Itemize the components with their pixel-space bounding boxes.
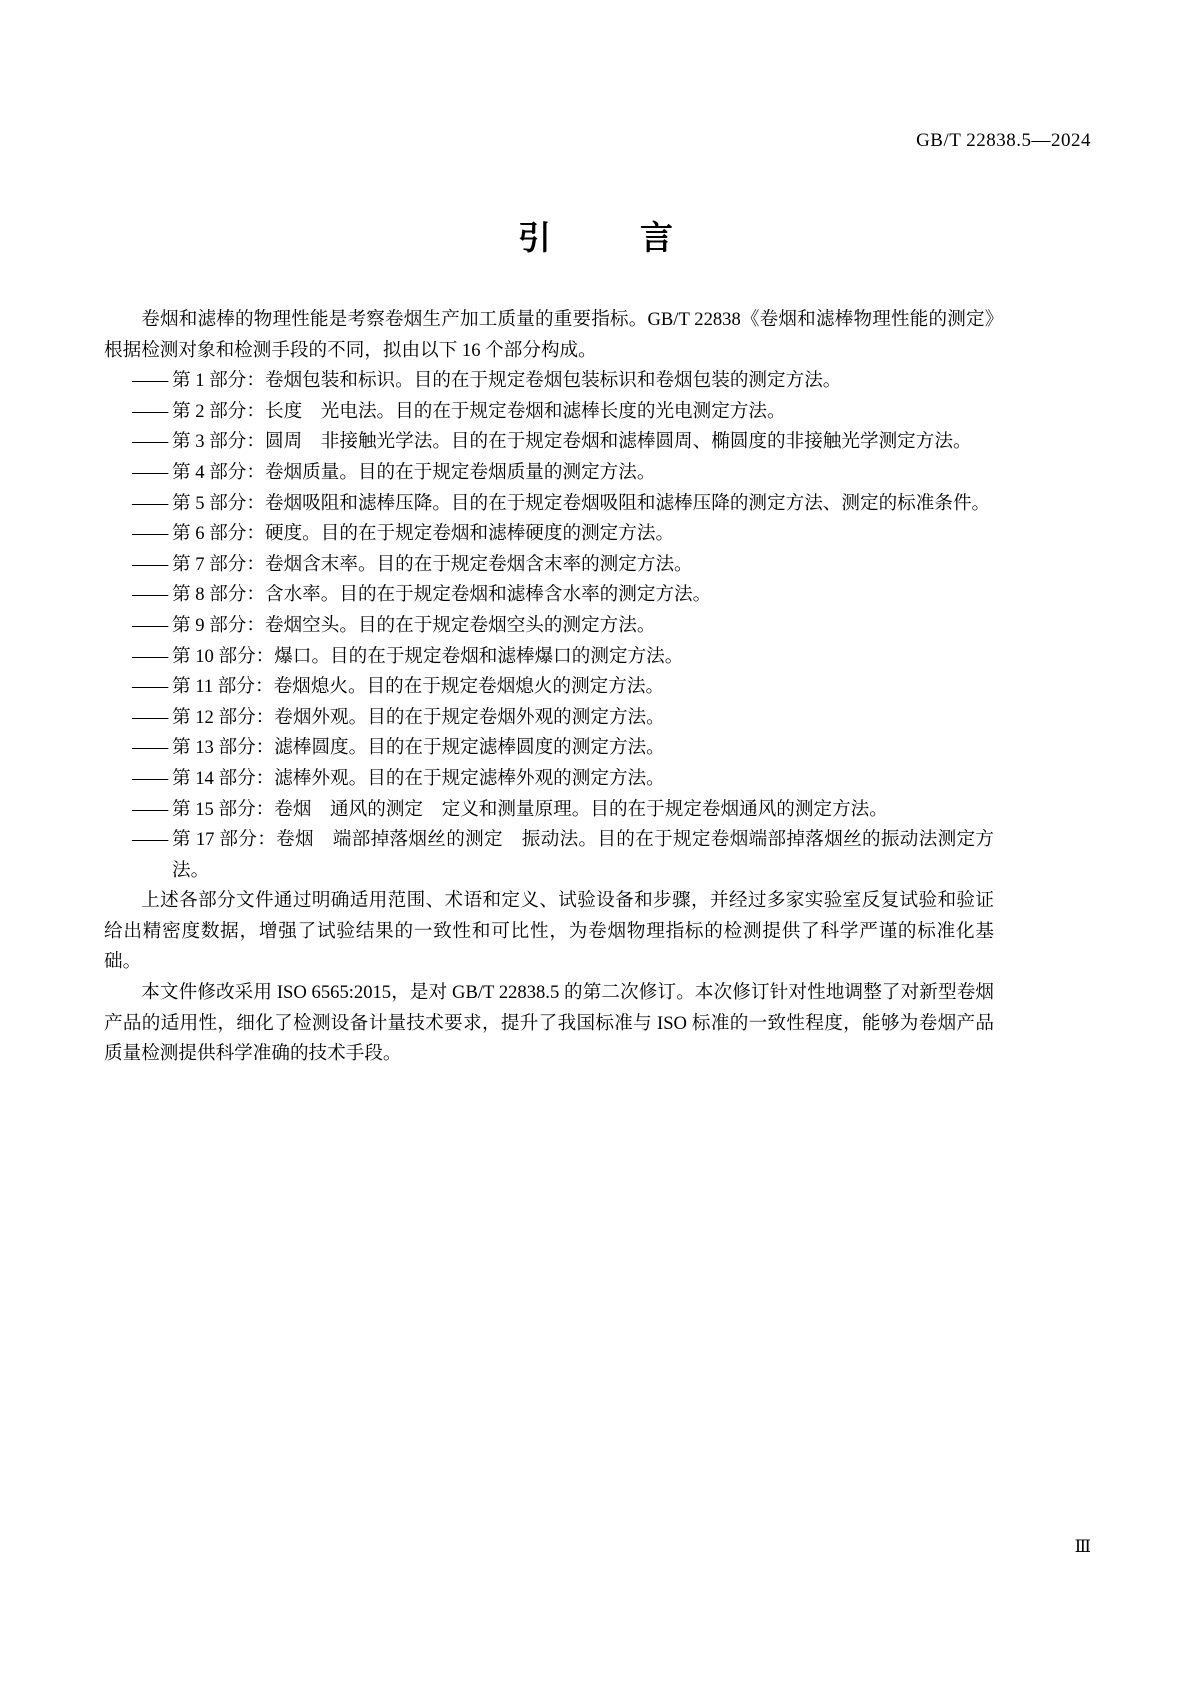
dash-marker: ——	[132, 400, 168, 422]
dash-marker: ——	[132, 676, 168, 698]
dash-marker: ——	[132, 829, 168, 851]
dash-marker: ——	[132, 370, 168, 392]
list-item-text: 第 9 部分：卷烟空头。目的在于规定卷烟空头的测定方法。	[172, 614, 656, 636]
dash-marker: ——	[132, 706, 168, 728]
dash-marker: ——	[132, 645, 168, 667]
list-item	[104, 642, 994, 673]
list-item-text: 第 17 部分：卷烟 端部掉落烟丝的测定 振动法。目的在于规定卷烟端部掉落烟丝的振动法测定方法。	[172, 829, 994, 881]
intro-paragraph: 卷烟和滤棒的物理性能是考察卷烟生产加工质量的重要指标。GB/T 22838《卷烟和滤棒物理性能的测定》根据检测对象和检测手段的不同，拟由以下 16 个部分构成。	[104, 309, 994, 361]
page-title: 引 言	[518, 218, 701, 257]
list-item	[104, 519, 994, 550]
closing-paragraph-2: 本文件修改采用 ISO 6565:2015，是对 GB/T 22838.5 的第二次修订。本次修订针对性地调整了对新型卷烟产品的适用性，细化了检测设备计量技术要求，提升了我国标准与 ISO 标准的一致性程度，能够为卷烟产品质量检测提供科学准确的技术手段。	[104, 982, 994, 1065]
list-item-text: 第 12 部分：卷烟外观。目的在于规定卷烟外观的测定方法。	[172, 706, 665, 728]
parts-list	[104, 366, 994, 886]
page-header-standard-code: GB/T 22838.5—2024	[916, 130, 1091, 151]
dash-marker: ——	[132, 492, 168, 514]
list-item-text: 第 13 部分：滤棒圆度。目的在于规定滤棒圆度的测定方法。	[172, 737, 665, 759]
list-item-text: 第 10 部分：爆口。目的在于规定卷烟和滤棒爆口的测定方法。	[172, 645, 684, 667]
list-item	[104, 427, 994, 458]
dash-marker: ——	[132, 614, 168, 636]
list-item-text: 第 11 部分：卷烟熄火。目的在于规定卷烟熄火的测定方法。	[172, 676, 665, 698]
list-item	[104, 458, 994, 489]
dash-marker: ——	[132, 523, 168, 545]
list-item	[104, 825, 994, 886]
list-item-text: 第 4 部分：卷烟质量。目的在于规定卷烟质量的测定方法。	[172, 461, 656, 483]
list-item	[104, 489, 994, 520]
dash-marker: ——	[132, 584, 168, 606]
list-item-text: 第 5 部分：卷烟吸阻和滤棒压降。目的在于规定卷烟吸阻和滤棒压降的测定方法、测定的标准条件。	[172, 492, 991, 514]
dash-marker: ——	[132, 798, 168, 820]
list-item	[104, 580, 994, 611]
list-item-text: 第 6 部分：硬度。目的在于规定卷烟和滤棒硬度的测定方法。	[172, 523, 675, 545]
dash-marker: ——	[132, 767, 168, 789]
dash-marker: ——	[132, 461, 168, 483]
list-item-text: 第 1 部分：卷烟包装和标识。目的在于规定卷烟包装标识和卷烟包装的测定方法。	[172, 370, 842, 392]
list-item-text: 第 7 部分：卷烟含末率。目的在于规定卷烟含末率的测定方法。	[172, 553, 693, 575]
closing-paragraph-1: 上述各部分文件通过明确适用范围、术语和定义、试验设备和步骤，并经过多家实验室反复试验和验证给出精密度数据，增强了试验结果的一致性和可比性，为卷烟物理指标的检测提供了科学严谨的标准化基础。	[104, 890, 994, 973]
page-number: Ⅲ	[1074, 1537, 1091, 1556]
list-item	[104, 795, 994, 826]
list-item	[104, 764, 994, 795]
list-item	[104, 733, 994, 764]
dash-marker: ——	[132, 553, 168, 575]
list-item	[104, 703, 994, 734]
list-item-text: 第 8 部分：含水率。目的在于规定卷烟和滤棒含水率的测定方法。	[172, 584, 712, 606]
list-item-text: 第 2 部分：长度 光电法。目的在于规定卷烟和滤棒长度的光电测定方法。	[172, 400, 786, 422]
list-item	[104, 550, 994, 581]
list-item-text: 第 15 部分：卷烟 通风的测定 定义和测量原理。目的在于规定卷烟通风的测定方法。	[172, 798, 888, 820]
dash-marker: ——	[132, 737, 168, 759]
document-body	[104, 305, 994, 1070]
list-item	[104, 611, 994, 642]
list-item-text: 第 14 部分：滤棒外观。目的在于规定滤棒外观的测定方法。	[172, 767, 665, 789]
list-item	[104, 672, 994, 703]
dash-marker: ——	[132, 431, 168, 453]
list-item	[104, 366, 994, 397]
list-item	[104, 397, 994, 428]
list-item-text: 第 3 部分：圆周 非接触光学法。目的在于规定卷烟和滤棒圆周、椭圆度的非接触光学测定方法。	[172, 431, 972, 453]
